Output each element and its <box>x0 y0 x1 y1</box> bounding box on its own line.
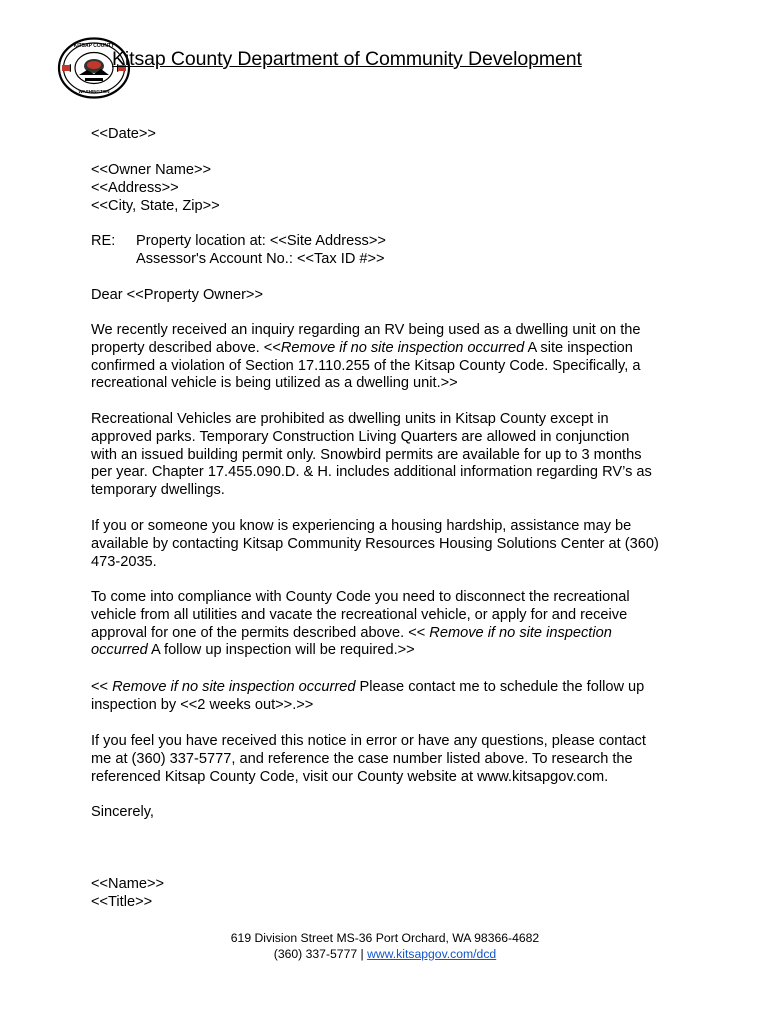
salutation-block <box>91 287 687 305</box>
paragraph-rv-rules <box>91 411 687 500</box>
signer-name: <<Name>> <box>91 876 165 892</box>
closing-block <box>91 804 687 822</box>
footer-phone: (360) 337-5777 | <box>273 946 368 961</box>
p4-line-2: vehicle from all utilities and vacate the recreational vehicle, or apply for and receive <box>91 606 628 623</box>
p5-line-1: << Remove if no site inspection occurred Please contact me to schedule the follow up <box>91 679 645 695</box>
footer-website-link[interactable]: www.kitsapgov.com/dcd <box>367 946 497 961</box>
department-title: Kitsap County Department of Community Development <box>112 48 582 70</box>
p4-line-1: To come into compliance with County Code you need to disconnect the recreational <box>91 589 630 605</box>
p3-line-2: available by contacting Kitsap Community Resources Housing Solutions Center at (360) <box>91 535 659 552</box>
paragraph-rv-inquiry <box>91 322 687 393</box>
p5-line-2: inspection by <<2 weeks out>>.>> <box>91 696 314 713</box>
p1-line-2: property described above. <<Remove if no site inspection occurred A site inspection <box>91 339 633 356</box>
p2-line-5: temporary dwellings. <box>91 482 225 499</box>
paragraph-compliance <box>91 589 687 660</box>
p2-line-4: per year. Chapter 17.455.090.D. & H. includes additional information regarding RV’s as <box>91 464 652 481</box>
footer <box>0 931 770 962</box>
paragraph-contact <box>91 733 687 786</box>
footer-address: 619 Division Street MS-36 Port Orchard, WA 98366-4682 <box>230 931 540 945</box>
closing: Sincerely, <box>91 804 154 820</box>
date-line: <<Date>> <box>91 126 156 142</box>
p4-line-4: occurred A follow up inspection will be required.>> <box>91 642 415 659</box>
paragraph-follow-up <box>91 679 687 715</box>
salutation: Dear <<Property Owner>> <box>91 287 263 303</box>
p6-line-1: If you feel you have received this notice in error or have any questions, please contact <box>91 733 646 749</box>
footer-contact <box>0 947 770 963</box>
p2-line-3: with an issued building permit only. Snowbird permits are available for up to 3 months <box>91 446 642 463</box>
seal-text-bottom: WASHINGTON <box>78 89 110 94</box>
p3-line-3: 473-2035. <box>91 553 157 570</box>
signer-title: <<Title>> <box>91 893 153 910</box>
p2-line-1: Recreational Vehicles are prohibited as dwelling units in Kitsap County except in <box>91 411 609 427</box>
p1-line-3: confirmed a violation of Section 17.110.255 of the Kitsap County Code. Specifically, a <box>91 357 641 374</box>
address-line: <<Address>> <box>91 179 179 196</box>
p1-line-1: We recently received an inquiry regarding an RV being used as a dwelling unit on the <box>91 322 641 338</box>
seal-text-top: KITSAP COUNTY <box>73 43 115 49</box>
paragraph-housing-assistance <box>91 518 687 571</box>
p6-line-3: referenced Kitsap County Code, visit our County website at www.kitsapgov.com. <box>91 768 609 785</box>
signature-block <box>91 876 687 912</box>
re-line-1: Property location at: <<Site Address>> <box>136 233 386 249</box>
p1-line-4: recreational vehicle is being utilized as a dwelling unit.>> <box>91 375 458 392</box>
re-line-2: Assessor's Account No.: <<Tax ID #>> <box>136 251 385 267</box>
owner-name-line: <<Owner Name>> <box>91 162 212 178</box>
recipient-block <box>91 162 687 215</box>
p4-line-3: approval for one of the permits described above. << Remove if no site inspection <box>91 624 612 641</box>
p2-line-2: approved parks. Temporary Construction Living Quarters are allowed in conjunction <box>91 428 630 445</box>
date-block <box>91 126 687 144</box>
re-label: RE: <box>91 233 116 249</box>
p3-line-1: If you or someone you know is experiencing a housing hardship, assistance may be <box>91 518 632 534</box>
p6-line-2: me at (360) 337-5777, and reference the case number listed above. To research the <box>91 750 633 767</box>
city-state-zip-line: <<City, State, Zip>> <box>91 197 220 214</box>
